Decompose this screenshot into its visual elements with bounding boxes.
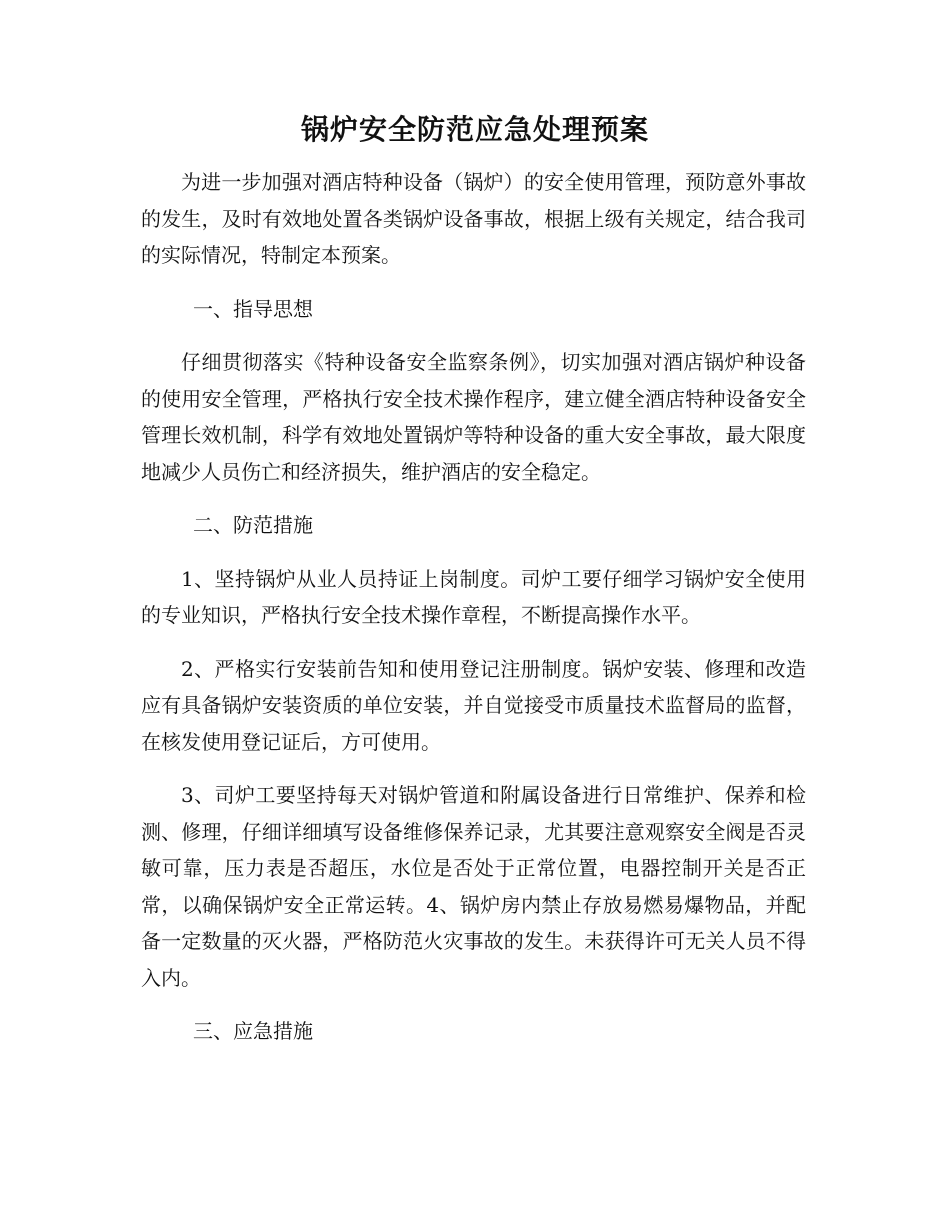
section-heading-emergency-measures: 三、应急措施: [193, 1019, 313, 1043]
intro-paragraph: 为进一步加强对酒店特种设备（锅炉）的安全使用管理，预防意外事故的发生，及时有效地处置各类锅炉设备事故，根据上级有关规定，结合我司的实际情况，特制定本预案。: [141, 170, 806, 267]
preventive-measure-1: 1、坚持锅炉从业人员持证上岗制度。司炉工要仔细学习锅炉安全使用的专业知识，严格执行安全技术操作章程，不断提高操作水平。: [141, 566, 806, 627]
document-body: [141, 164, 806, 1067]
preventive-measure-2: 2、严格实行安装前告知和使用登记注册制度。锅炉安装、修理和改造应有具备锅炉安装资质的单位安装，并自觉接受市质量技术监督局的监督，在核发使用登记证后，方可使用。: [141, 656, 806, 754]
section-heading-preventive-measures: 二、防范措施: [193, 513, 313, 537]
document-title: 锅炉安全防范应急处理预案: [300, 113, 649, 146]
preventive-measure-3: 3、司炉工要坚持每天对锅炉管道和附属设备进行日常维护、保养和检测、修理，仔细详细填写设备维修保养记录，尤其要注意观察安全阀是否灵敏可靠，压力表是否超压，水位是否处于正常位置，电器控制开关是否正常，以确保锅炉安全正常运转。4、锅炉房内禁止存放易燃易爆物品，并配备一定数量的灭火器，严格防范火灾事故的发生。未获得许可无关人员不得入内。: [141, 783, 806, 990]
guiding-ideology-paragraph: 仔细贯彻落实《特种设备安全监察条例》，切实加强对酒店锅炉种设备的使用安全管理，严格执行安全技术操作程序，建立健全酒店特种设备安全管理长效机制，科学有效地处置锅炉等特种设备的重大安全事故，最大限度地减少人员伤亡和经济损失，维护酒店的安全稳定。: [141, 350, 806, 484]
section-heading-guiding-ideology: 一、指导思想: [193, 296, 313, 321]
